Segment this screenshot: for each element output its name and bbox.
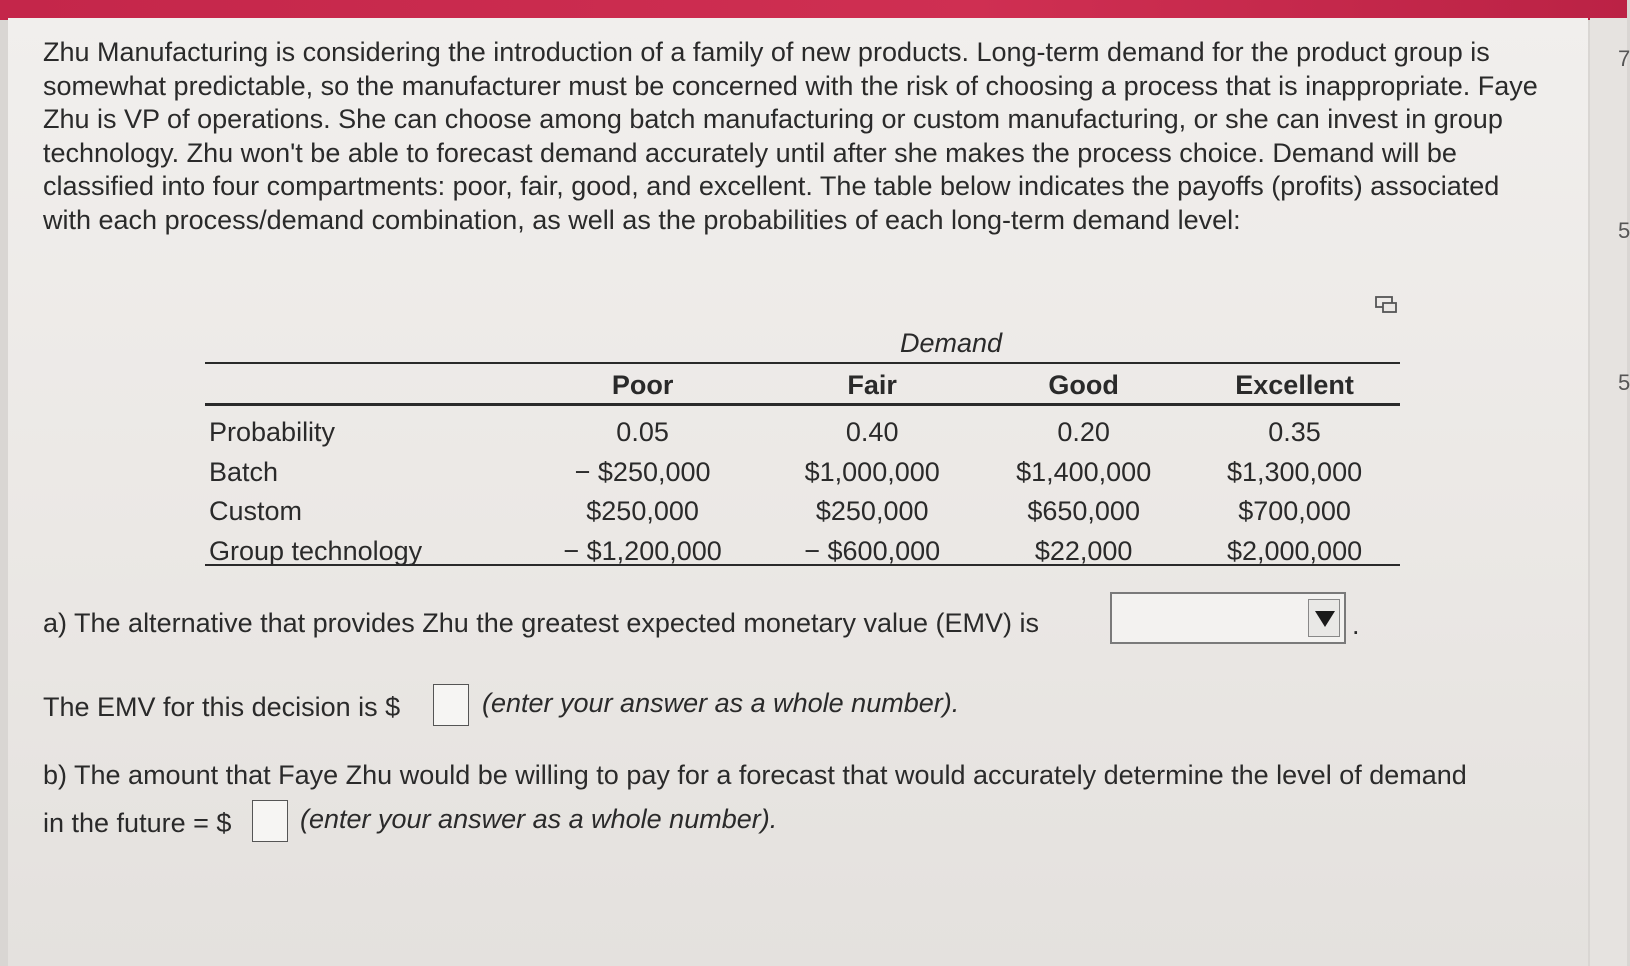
problem-statement: Zhu Manufacturing is considering the introduction of a family of new products. Long-term demand for the product group is somewhat predictable, so the manufacturer must be concerned with the risk of choosing a process that is inappropriate. Faye Zhu is VP of operations. She can choose among batch manufacturing or custom manufacturing, or she can invest in group technology. Zhu won't be able to forecast demand accurately until after she makes the process choice. Demand will be classified into four compartments: poor, fair, good, and excellent. The table below indicates the payoffs (profits) associated with each process/demand combination, as well as the probabilities of each long-term demand level: [43, 37, 1538, 235]
emv-answer-input[interactable] [433, 684, 469, 726]
table-row [205, 453, 1400, 493]
table-cell: $700,000 [1238, 496, 1351, 527]
question-b-prefix: in the future = $ [43, 808, 232, 838]
table-cell: 0.20 [1057, 417, 1110, 448]
edge-digit: 7 [1618, 46, 1630, 71]
table-row [205, 532, 1400, 572]
question-a-text: a) The alternative that provides Zhu the greatest expected monetary value (EMV) is [43, 608, 1040, 638]
alternative-dropdown[interactable] [1110, 592, 1346, 644]
table-top-rule [205, 362, 1400, 364]
table-cell: $1,300,000 [1226, 456, 1363, 487]
forecast-value-input[interactable] [252, 800, 288, 842]
edge-digit: 5 [1618, 218, 1630, 243]
column-header-fair: Fair [847, 369, 897, 400]
expand-table-icon[interactable] [1375, 296, 1397, 314]
row-label: Group technology [209, 535, 423, 566]
emv-prefix: The EMV for this decision is $ [43, 692, 401, 722]
table-cell: 0.35 [1268, 417, 1321, 448]
column-header-good: Good [1048, 369, 1119, 400]
table-header-row [205, 365, 1400, 405]
emv-instruction: (enter your answer as a whole number). [482, 688, 960, 718]
table-cell: $650,000 [1027, 496, 1140, 527]
table-cell: $1,000,000 [804, 456, 940, 487]
table-cell: $250,000 [586, 496, 699, 527]
column-header-poor: Poor [611, 369, 674, 400]
table-cell: $250,000 [815, 496, 929, 527]
table-cell: $1,400,000 [1016, 456, 1152, 487]
demand-heading: Demand [900, 328, 1003, 358]
table-cell: − $250,000 [574, 456, 711, 487]
row-label: Probability [209, 417, 336, 448]
payoff-table [205, 365, 1400, 571]
row-label: Batch [209, 456, 279, 487]
question-a-period: . [1352, 610, 1360, 640]
table-row [205, 492, 1400, 532]
table-cell: $2,000,000 [1226, 535, 1363, 566]
question-b-text: b) The amount that Faye Zhu would be willing to pay for a forecast that would accurately determine the level of demand [43, 760, 1467, 790]
forecast-instruction: (enter your answer as a whole number). [300, 804, 778, 834]
table-cell: − $600,000 [804, 535, 941, 566]
column-header-excellent: Excellent [1235, 369, 1354, 400]
row-label: Custom [209, 496, 303, 527]
table-cell: − $1,200,000 [563, 535, 722, 566]
table-cell: 0.05 [616, 417, 669, 448]
top-accent-bar [0, 0, 1627, 20]
row-label-header [205, 365, 519, 405]
edge-digit: 5 [1618, 370, 1630, 395]
triangle-down-icon[interactable] [1308, 599, 1340, 637]
right-edge-strip [1590, 18, 1630, 966]
table-row [205, 405, 1400, 453]
table-cell: $22,000 [1034, 535, 1133, 566]
table-cell: 0.40 [845, 417, 899, 448]
